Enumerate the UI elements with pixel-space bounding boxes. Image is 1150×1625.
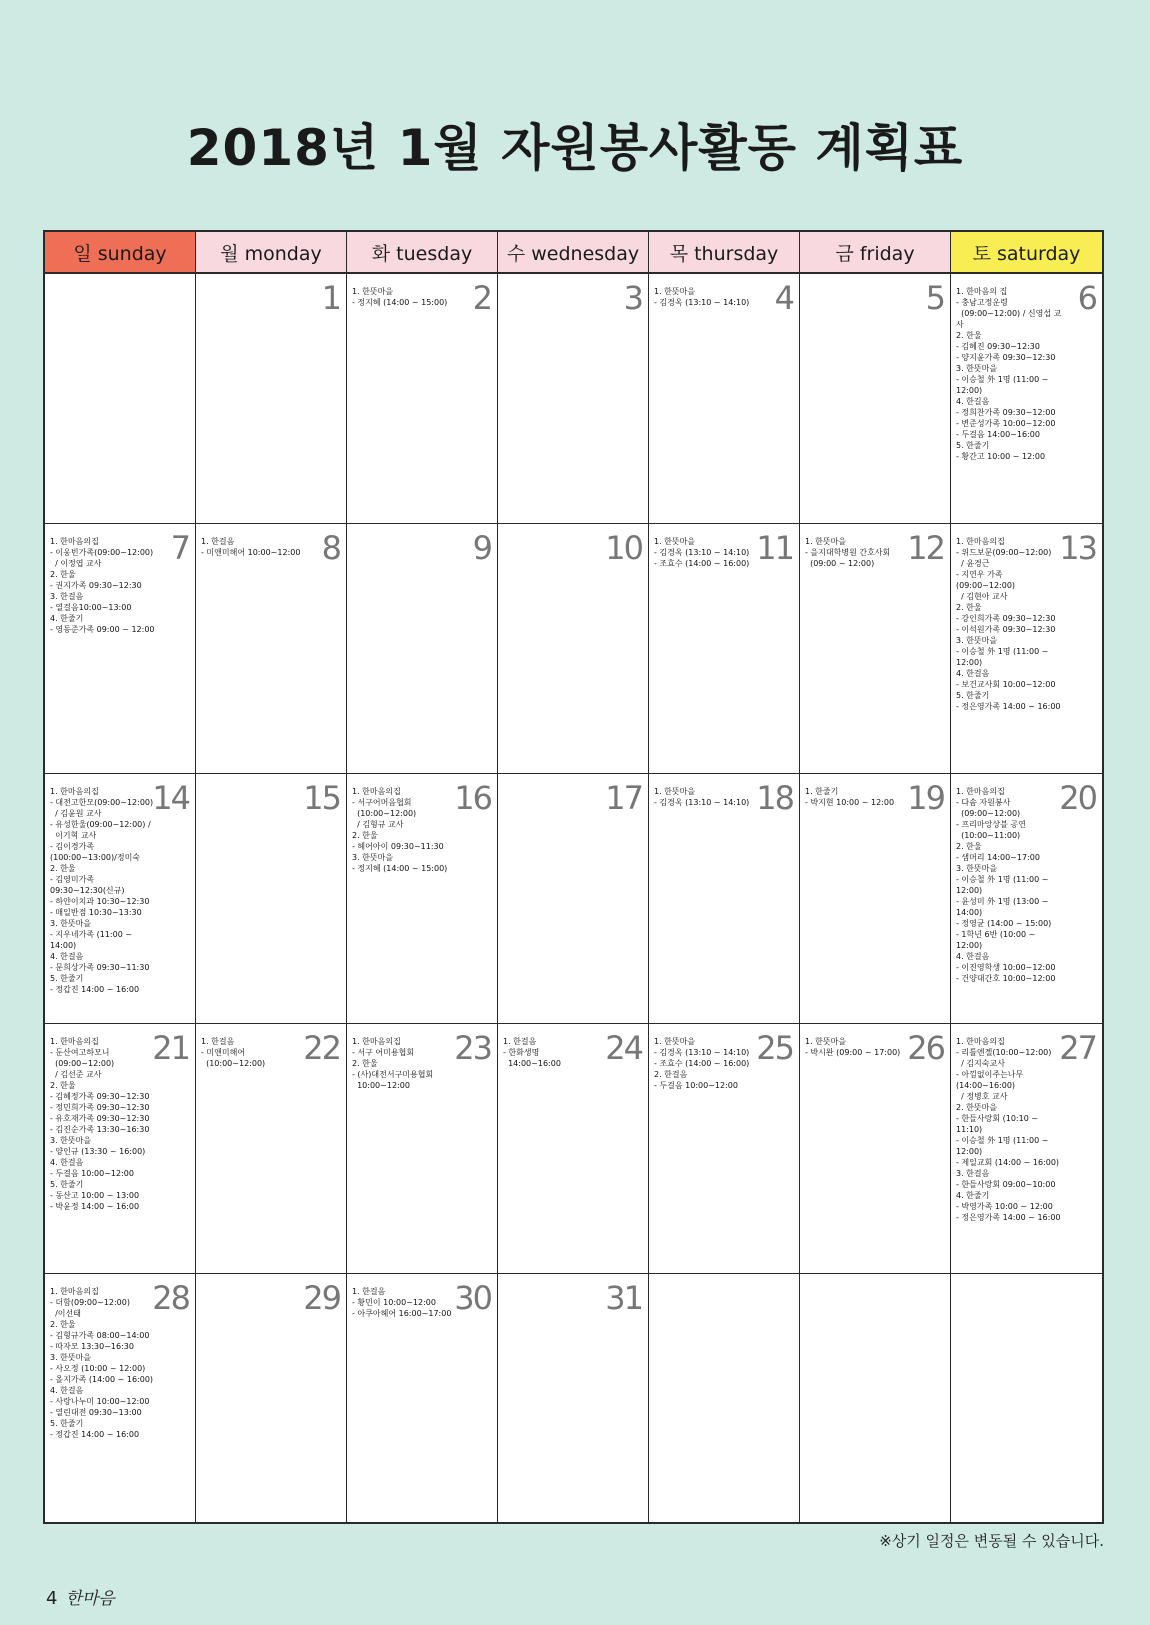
day-number: 26 — [907, 1029, 944, 1067]
calendar-day-cell — [800, 1024, 951, 1274]
calendar-day-cell — [649, 1274, 800, 1524]
calendar-day-cell — [498, 524, 649, 774]
calendar-day-cell — [45, 274, 196, 524]
day-number: 9 — [472, 529, 491, 567]
brand-logo: 한마음 — [65, 1589, 115, 1609]
day-header: 일 sunday — [45, 232, 196, 272]
day-events: 1. 한마음의집 - 위드보문(09:00~12:00) / 윤경근 - 지연우 가족 (09:00~12:00) / 김현아 교사 2. 한울 - 강인희가족 09:30~12:30 - 이석원가족 09:30~12:30 3. 한뜻마을 - 이승철 外 1명 (11:00 ~ 12:00) 4. 한걸음 - 보건교사회 10:00~12:00 5. 한줄기 - 정은영가족 14:00 ~ 16:00 — [956, 537, 1061, 711]
day-header: 목 thursday — [649, 232, 800, 272]
calendar-day-cell — [347, 1274, 498, 1524]
day-events: 1. 한줄기 - 박지현 10:00 ~ 12:00 — [805, 787, 895, 807]
day-events: 1. 한걸음 - 미앤미해어 10:00~12:00 — [201, 537, 301, 557]
day-number: 2 — [472, 279, 491, 317]
calendar-day-cell — [649, 524, 800, 774]
calendar-day-cell — [196, 524, 347, 774]
calendar-day-cell — [649, 274, 800, 524]
calendar-day-cell — [347, 274, 498, 524]
calendar-header — [45, 232, 1102, 274]
day-number: 11 — [756, 529, 793, 567]
calendar — [43, 230, 1104, 1524]
day-number: 1 — [321, 279, 340, 317]
day-number: 18 — [756, 779, 793, 817]
page-number: 4 — [46, 1588, 58, 1609]
calendar-grid — [45, 274, 1102, 1524]
day-header: 토 saturday — [951, 232, 1102, 272]
calendar-day-cell — [800, 274, 951, 524]
day-number: 13 — [1059, 529, 1096, 567]
calendar-day-cell — [347, 1024, 498, 1274]
day-events: 1. 한마음의집 - 다솜 자원봉사 (09:00~12:00) - 프리마앙상블 공연 (10:00~11:00) 2. 한울 - 샘머리 14:00~17:00 3. 한뜻마을 - 이승철 外 1명 (11:00 ~ 12:00) - 윤성미 外 1명 (13:00 ~ 14:00) - 정영균 (14:00 ~ 15:00) - 1학년 6반 (10:00 ~ 12:00) 4. 한걸음 - 이진영학생 10:00~12:00 - 건양대간호 10:00~12:00 — [956, 787, 1056, 983]
day-events: 1. 한마음의집 - 서구 어미용협회 2. 한울 - (사)대전서구미용협회 10:00~12:00 — [352, 1037, 434, 1090]
day-number: 3 — [623, 279, 642, 317]
day-events: 1. 한뜻마을 - 박시완 (09:00 ~ 17:00) — [805, 1037, 901, 1057]
day-events: 1. 한마음의집 - 더함(09:00~12:00) /이선태 2. 한울 - 김형규가족 08:00~14:00 - 따자모 13:30~16:30 3. 한뜻마을 - 사오정 (10:00 ~ 12:00) - 올지가족 (14:00 ~ 16:00) 4. 한걸음 - 사랑나누미 10:00~12:00 - 열린대전 09:30~13:00 5. 한줄기 - 정갑진 14:00 ~ 16:00 — [50, 1287, 154, 1439]
calendar-day-cell — [347, 774, 498, 1024]
day-number: 27 — [1059, 1029, 1096, 1067]
day-events: 1. 한뜻마을 - 을지대학병원 간호사회 (09:00 ~ 12:00) — [805, 537, 891, 568]
day-number: 16 — [454, 779, 491, 817]
day-number: 17 — [605, 779, 642, 817]
day-events: 1. 한마음의집 - 이웅빈가족(09:00~12:00) / 이정엽 교사 2. 한울 - 권지가족 09:30~12:30 3. 한걸음 - 열걸음10:00~13:00 4. 한줄기 - 영동준가족 09:00 ~ 12:00 — [50, 537, 155, 634]
day-header: 금 friday — [800, 232, 951, 272]
day-number: 12 — [907, 529, 944, 567]
day-number: 23 — [454, 1029, 491, 1067]
day-events: 1. 한걸음 - 황민이 10:00~12:00 - 아쿠아헤어 16:00~17:00 — [352, 1287, 452, 1318]
calendar-day-cell — [498, 274, 649, 524]
day-number: 7 — [170, 529, 189, 567]
day-events: 1. 한마음의 집 - 충남고정운령 (09:00~12:00) / 신영섭 교사 2. 한울 - 김혜진 09:30~12:30 - 양지윤가족 09:30~12:30 3. 한뜻마을 - 이승철 外 1명 (11:00 ~ 12:00) 4. 한길음 - 정희찬가족 09:30~12:00 - 변준성가족 10:00~12:00 - 두걸음 14:00~16:00 5. 한줄기 - 황간고 10:00 ~ 12:00 — [956, 287, 1062, 461]
calendar-day-cell — [196, 774, 347, 1024]
calendar-day-cell — [196, 274, 347, 524]
day-header: 수 wednesday — [498, 232, 649, 272]
day-events: 1. 한마음의집 - 둔산여고하모니 (09:00~12:00) / 김선준 교사 2. 한울 - 김혜정가족 09:30~12:30 - 정민희가족 09:30~12:30 - 유호재가족 09:30~12:30 - 김진순가족 13:30~16:30 3. 한뜻마을 - 양인규 (13:30 ~ 16:00) 4. 한걸음 - 두걸음 10:00~12:00 5. 한줄기 - 동산고 10:00 ~ 13:00 - 박윤정 14:00 ~ 16:00 — [50, 1037, 150, 1211]
calendar-day-cell — [800, 524, 951, 774]
day-number: 5 — [925, 279, 944, 317]
calendar-day-cell — [498, 1024, 649, 1274]
calendar-day-cell — [951, 524, 1102, 774]
page-title: 2018년 1월 자원봉사활동 계획표 — [186, 119, 964, 177]
calendar-day-cell — [800, 1274, 951, 1524]
calendar-day-cell — [196, 1024, 347, 1274]
day-events: 1. 한뜻마을 - 김경옥 (13:10 ~ 14:10) — [654, 787, 750, 807]
day-events: 1. 한마음의집 - 리틀엔젤(10:00~12:00) / 김지숙교사 - 아낌없이주는나무(14:00~16:00) / 정병호 교사 2. 한뜻마을 - 한들사랑회 (10:10 ~ 11:10) - 이승철 外 1명 (11:00 ~ 12:00) - 제일교회 (14:00 ~ 16:00) 3. 한걸음 - 한들사랑회 09:00~10:00 4. 한줄기 - 박영가족 10:00 ~ 12:00 - 정은영가족 14:00 ~ 16:00 — [956, 1037, 1061, 1222]
day-number: 10 — [605, 529, 642, 567]
day-number: 21 — [152, 1029, 189, 1067]
calendar-day-cell — [951, 774, 1102, 1024]
day-number: 24 — [605, 1029, 642, 1067]
day-header: 월 monday — [196, 232, 347, 272]
schedule-note: ※상기 일정은 변동될 수 있습니다. — [879, 1532, 1104, 1550]
calendar-day-cell — [951, 274, 1102, 524]
day-number: 19 — [907, 779, 944, 817]
day-number: 4 — [774, 279, 793, 317]
calendar-day-cell — [45, 774, 196, 1024]
calendar-day-cell — [45, 1274, 196, 1524]
day-events: 1. 한뜻마을 - 김경옥 (13:10 ~ 14:10) - 조효수 (14:00 ~ 16:00) — [654, 537, 750, 568]
calendar-day-cell — [951, 1024, 1102, 1274]
day-number: 30 — [454, 1279, 491, 1317]
day-events: 1. 한마음의집 - 서구어머음협회 (10:00~12:00) / 김형규 교사 2. 한울 - 헤어아이 09:30~11:30 3. 한뜻마을 - 정지혜 (14:00 ~ 15:00) — [352, 787, 448, 873]
day-header: 화 tuesday — [347, 232, 498, 272]
day-events: 1. 한뜻마을 - 김경옥 (13:10 ~ 14:10) — [654, 287, 750, 307]
day-number: 6 — [1077, 279, 1096, 317]
day-events: 1. 한뜻마을 - 정지혜 (14:00 ~ 15:00) — [352, 287, 448, 307]
day-number: 8 — [321, 529, 340, 567]
day-events: 1. 한뜻마을 - 김경옥 (13:10 ~ 14:10) - 조효수 (14:00 ~ 16:00) 2. 한걸음 - 두걸음 10:00~12:00 — [654, 1037, 750, 1090]
day-events: 1. 한마음의집 - 대전고한모(09:00~12:00) / 김윤원 교사 - 유성한울(09:00~12:00) / 이기혁 교사 - 김이경가족(100:00~13:00)/정미숙 2. 한울 - 김영미가족 09:30~12:30(신규) - 하얀이치과 10:30~12:30 - 매일반점 10:30~13:30 3. 한뜻마을 - 지우네가족 (11:00 ~ 14:00) 4. 한걸음 - 문희상가족 09:30~11:30 5. 한줄기 - 정갑진 14:00 ~ 16:00 — [50, 787, 154, 994]
page-footer — [46, 1584, 115, 1609]
calendar-day-cell — [498, 1274, 649, 1524]
day-number: 22 — [303, 1029, 340, 1067]
calendar-day-cell — [196, 1274, 347, 1524]
day-number: 14 — [152, 779, 189, 817]
day-number: 25 — [756, 1029, 793, 1067]
day-number: 31 — [605, 1279, 642, 1317]
calendar-day-cell — [498, 774, 649, 1024]
day-number: 28 — [152, 1279, 189, 1317]
calendar-day-cell — [649, 774, 800, 1024]
calendar-day-cell — [649, 1024, 800, 1274]
calendar-day-cell — [951, 1274, 1102, 1524]
day-number: 29 — [303, 1279, 340, 1317]
calendar-day-cell — [45, 524, 196, 774]
day-events: 1. 한걸음 - 한화생명 14:00~16:00 — [503, 1037, 561, 1068]
day-number: 20 — [1059, 779, 1096, 817]
calendar-day-cell — [347, 524, 498, 774]
calendar-day-cell — [45, 1024, 196, 1274]
day-number: 15 — [303, 779, 340, 817]
day-events: 1. 한걸음 - 미앤미해어 (10:00~12:00) — [201, 1037, 266, 1068]
calendar-day-cell — [800, 774, 951, 1024]
